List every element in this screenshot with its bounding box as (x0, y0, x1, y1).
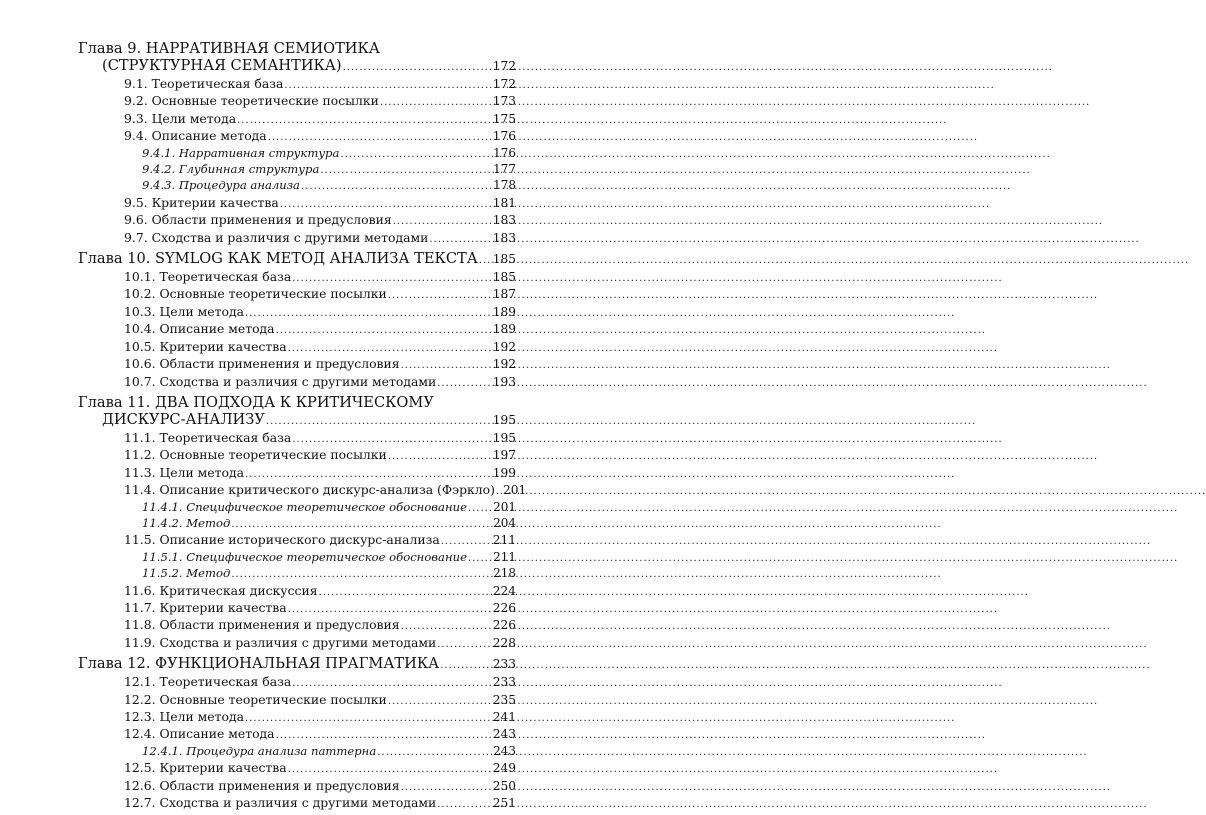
toc-entry-label: 11.5.1. Специфическое теоретическое обоснование (142, 549, 467, 564)
toc-page-number: 235 (492, 692, 516, 707)
toc-section-row (78, 128, 516, 145)
toc-page-number: 178 (493, 178, 516, 193)
toc-entry-label: 10.2. Основные теоретические посылки (124, 286, 387, 302)
chapter-title-line: (СТРУКТУРНАЯ СЕМАНТИКА) (102, 57, 342, 74)
toc-page-number: 192 (492, 357, 516, 372)
toc-section-row (78, 195, 516, 212)
dot-leader (343, 59, 492, 76)
toc-entry-label: 12.4.1. Процедура анализа паттерна (142, 743, 377, 758)
dot-leader (468, 551, 492, 566)
toc-entry-label: 9.4. Описание метода (124, 128, 267, 144)
table-of-contents (78, 40, 527, 815)
toc-section-row (78, 778, 516, 795)
dot-leader (388, 449, 492, 464)
toc-entry-label: 10.7. Сходства и различия с другими методами (124, 373, 437, 389)
dot-leader (479, 252, 492, 269)
chapter-title-row (78, 250, 516, 269)
toc-page-number: 189 (492, 304, 516, 319)
dot-leader (437, 376, 491, 391)
toc-section-row (78, 482, 527, 499)
toc-page-number: 211 (493, 549, 516, 564)
toc-subsection-row (78, 500, 516, 516)
toc-page-number: 197 (492, 448, 516, 463)
toc-section-row (78, 356, 516, 373)
toc-entry-label: 9.7. Сходства и различия с другими методами (124, 229, 429, 245)
toc-page-number: 183 (492, 230, 516, 245)
toc-entry-label: 11.1. Теоретическая база (124, 429, 292, 445)
toc-section-row (78, 212, 516, 229)
dot-leader (284, 78, 491, 93)
toc-subsection-row (78, 146, 516, 162)
toc-entry-label: 12.4. Описание метода (124, 726, 275, 742)
chapter-section (78, 393, 527, 652)
toc-subsection-row (78, 550, 516, 566)
chapter-section (78, 250, 516, 391)
toc-section-row (78, 635, 516, 652)
dot-leader (276, 728, 492, 743)
toc-page-number: 192 (492, 339, 516, 354)
toc-page-number: 211 (492, 533, 516, 548)
dot-leader (288, 602, 492, 617)
dot-leader (401, 780, 492, 795)
toc-entry-label: 11.6. Критическая дискуссия (124, 582, 318, 598)
toc-section-row (78, 617, 516, 634)
toc-entry-label: 11.5. Описание исторического дискурс-анализа (124, 532, 440, 548)
chapter-title-row (78, 57, 516, 76)
toc-entry-label: 11.9. Сходства и различия с другими методами (124, 634, 437, 650)
chapter-title-line: ДИСКУРС-АНАЛИЗУ (102, 410, 265, 428)
toc-entry-label: 12.6. Области применения и предусловия (124, 777, 400, 793)
toc-page-number: 176 (492, 129, 516, 144)
dot-leader (319, 585, 492, 600)
toc-subsection-row (78, 162, 516, 178)
toc-page-number: 195 (492, 430, 516, 445)
toc-section-row (78, 726, 516, 743)
toc-page-number: 187 (492, 287, 516, 302)
dot-leader (245, 711, 492, 726)
toc-section-row (78, 692, 516, 709)
toc-entry-label: 10.4. Описание метода (124, 321, 275, 337)
toc-entry-label: 11.8. Области применения и предусловия (124, 617, 400, 633)
toc-page-number: 241 (492, 710, 516, 724)
toc-section-row (78, 583, 516, 600)
chapter-page-number: 195 (492, 412, 516, 427)
toc-entry-label: 12.1. Теоретическая база (124, 674, 292, 690)
toc-entry-label: 10.5. Критерии качества (124, 338, 287, 354)
dot-leader (276, 323, 492, 338)
dot-leader (401, 619, 492, 634)
toc-section-row (78, 465, 516, 482)
dot-leader (401, 358, 492, 373)
toc-page-number: 250 (492, 778, 516, 793)
dot-leader (231, 517, 492, 532)
toc-subsection-row (78, 516, 516, 532)
toc-entry-label: 11.2. Основные теоретические посылки (124, 447, 387, 463)
toc-entry-label: 9.4.3. Процедура анализа (142, 178, 300, 193)
dot-leader (380, 95, 492, 110)
toc-page-number: 243 (492, 727, 516, 742)
toc-page-number: 172 (492, 77, 516, 91)
toc-entry-label: 11.5.2. Метод (142, 566, 231, 581)
toc-page-number: 201 (502, 483, 527, 498)
dot-leader (377, 745, 492, 760)
toc-page-number: 226 (492, 600, 516, 615)
dot-leader (340, 147, 492, 162)
dot-leader (292, 432, 491, 447)
dot-leader (388, 288, 492, 303)
chapter-title-row (78, 655, 516, 674)
toc-section-row (78, 269, 516, 286)
dot-leader (320, 163, 492, 178)
toc-entry-label: 9.4.2. Глубинная структура (142, 162, 320, 177)
dot-leader (288, 341, 492, 356)
chapter-section (78, 40, 516, 247)
toc-section-row (78, 230, 516, 247)
chapter-page-number: 233 (492, 657, 516, 672)
dot-leader (292, 676, 491, 691)
toc-entry-label: 9.5. Критерии качества (124, 194, 279, 210)
toc-entry-label: 9.6. Области применения и предусловия (124, 212, 392, 228)
toc-section-row (78, 430, 516, 447)
chapter-page-number: 185 (492, 252, 516, 267)
dot-leader (245, 467, 492, 482)
toc-entry-label: 12.5. Критерии качества (124, 760, 287, 776)
toc-page-number: 199 (492, 465, 516, 480)
toc-page-number: 181 (492, 195, 516, 210)
toc-page-number: 183 (492, 213, 516, 228)
toc-subsection-row (78, 744, 516, 760)
chapter-title: Глава 12. ФУНКЦИОНАЛЬНАЯ ПРАГМАТИКА (78, 655, 440, 673)
dot-leader (288, 762, 492, 777)
toc-section-row (78, 709, 516, 726)
toc-page-number: 226 (492, 618, 516, 633)
toc-section-row (78, 111, 516, 128)
dot-leader (429, 232, 491, 247)
dot-leader (237, 113, 492, 128)
toc-subsection-row (78, 178, 516, 194)
toc-page-number: 176 (493, 145, 516, 160)
toc-section-row (78, 532, 516, 549)
toc-section-row (78, 674, 516, 691)
toc-entry-label: 11.4.2. Метод (142, 515, 231, 530)
dot-leader (388, 694, 492, 709)
toc-section-row (78, 93, 516, 110)
toc-page-number: 189 (492, 322, 516, 337)
chapter-title: Глава 10. SYMLOG КАК МЕТОД АНАЛИЗА ТЕКСТА (78, 250, 478, 268)
toc-page-number: 224 (492, 583, 516, 598)
toc-page-number: 193 (492, 374, 516, 389)
toc-page-number: 218 (493, 566, 516, 581)
dot-leader (231, 567, 492, 582)
chapter-title-line: Глава 11. ДВА ПОДХОДА К КРИТИЧЕСКОМУ (78, 393, 434, 411)
chapter-section (78, 655, 516, 812)
toc-entry-label: 10.3. Цели метода (124, 303, 244, 319)
toc-entry-label: 11.3. Цели метода (124, 464, 244, 480)
toc-entry-label: 12.3. Цели метода (124, 709, 244, 724)
toc-page-number: 228 (492, 635, 516, 650)
toc-page-number: 249 (492, 761, 516, 776)
toc-entry-label: 10.6. Области применения и предусловия (124, 356, 400, 372)
toc-entry-label: 12.2. Основные теоретические посылки (124, 691, 387, 707)
dot-leader (437, 637, 491, 652)
dot-leader (245, 306, 492, 321)
dot-leader (292, 271, 491, 286)
toc-page-number: 177 (493, 162, 516, 177)
toc-entry-label: 9.1. Теоретическая база (124, 76, 284, 91)
toc-section-row (78, 447, 516, 464)
toc-page-number: 201 (493, 499, 516, 514)
toc-section-row (78, 321, 516, 338)
toc-section-row (78, 286, 516, 303)
dot-leader (440, 657, 492, 674)
dot-leader (268, 130, 492, 145)
toc-entry-label: 12.7. Сходства и различия с другими методами (124, 795, 437, 811)
toc-entry-label: 11.4.1. Специфическое теоретическое обоснование (142, 499, 467, 514)
toc-entry-label: 9.3. Цели метода (124, 110, 237, 126)
toc-entry-label: 10.1. Теоретическая база (124, 269, 292, 285)
toc-entry-label: 11.7. Критерии качества (124, 599, 287, 615)
chapter-title-line: Глава 9. НАРРАТИВНАЯ СЕМИОТИКА (78, 40, 380, 57)
chapter-page-number: 172 (492, 59, 516, 73)
dot-leader (301, 179, 492, 194)
toc-section-row (78, 795, 516, 812)
toc-page-number: 185 (492, 270, 516, 285)
dot-leader (393, 214, 492, 229)
toc-section-row (78, 339, 516, 356)
toc-entry-label: 9.4.1. Нарративная структура (142, 145, 340, 160)
toc-page-number: 233 (492, 675, 516, 690)
toc-page-number: 251 (492, 796, 516, 811)
dot-leader (280, 197, 492, 212)
toc-page-number: 173 (492, 94, 516, 109)
toc-page-number: 243 (493, 743, 516, 758)
dot-leader (496, 484, 502, 499)
toc-page-number: 175 (492, 111, 516, 126)
toc-section-row (78, 76, 516, 93)
toc-section-row (78, 600, 516, 617)
dot-leader (437, 797, 491, 812)
dot-leader (441, 534, 492, 549)
toc-page-number: 204 (493, 515, 516, 530)
toc-section-row (78, 760, 516, 777)
toc-entry-label: 11.4. Описание критического дискурс-анализа (Фэркло) (124, 482, 495, 498)
toc-section-row (78, 304, 516, 321)
toc-section-row (78, 374, 516, 391)
chapter-title-row (78, 411, 516, 430)
dot-leader (266, 413, 492, 430)
toc-entry-label: 9.2. Основные теоретические посылки (124, 93, 379, 109)
toc-subsection-row (78, 566, 516, 582)
dot-leader (468, 501, 492, 516)
